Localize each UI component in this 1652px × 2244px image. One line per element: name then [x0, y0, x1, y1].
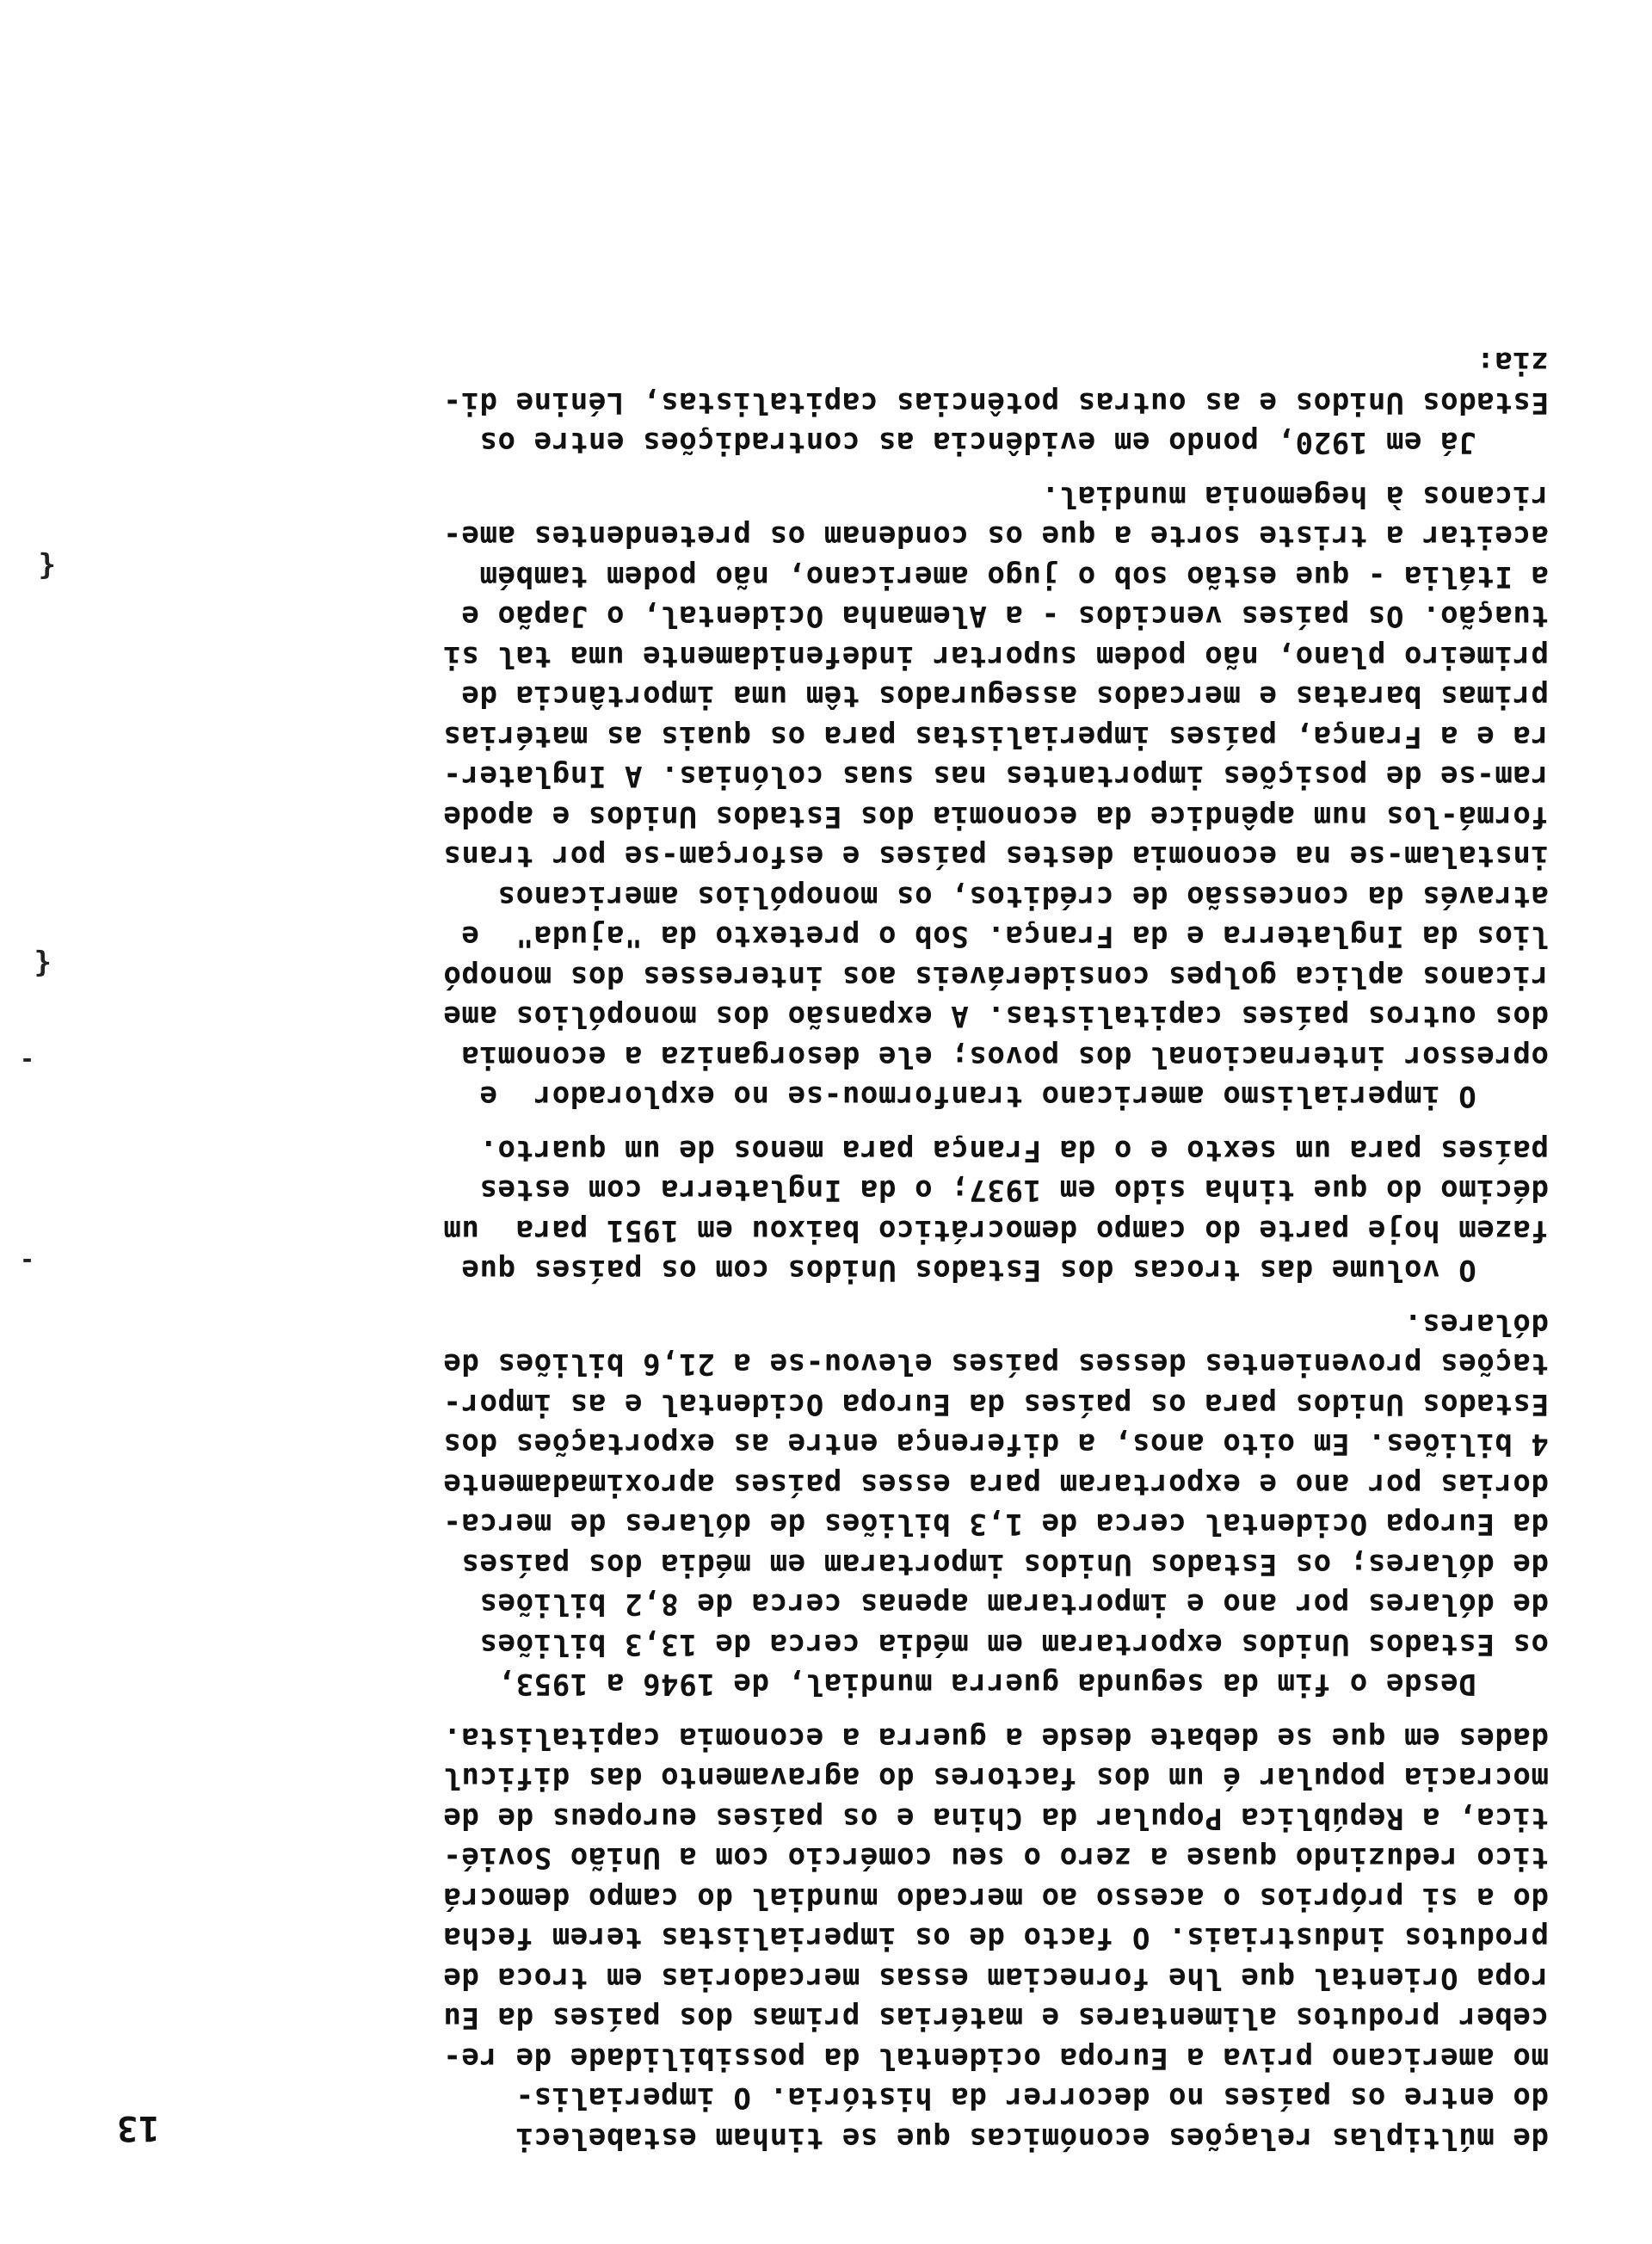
paragraph	[120, 1718, 1549, 2159]
text-line: a Itália - que estão sob o jugo americano, não podem também	[478, 559, 1549, 594]
margin-dash-mark: -	[20, 1248, 34, 1276]
text-line: ricanos à hegemonia mundial.	[1041, 479, 1549, 514]
text-line: dos outros países capitalistas. A expansão dos monopólios ame	[442, 999, 1549, 1034]
text-line: opressor internacional dos povos; ele desorganiza a economia	[460, 1039, 1549, 1074]
text-line: Já em 1920, pondo em evidência as contradições entre os	[478, 425, 1549, 460]
text-line: mo americano priva a Europa ocidental da possibilidade de re-	[442, 2041, 1549, 2075]
text-line: O volume das trocas dos Estados Unidos com os países que	[460, 1253, 1549, 1288]
text-line: tações provenientes desses países elevou-se a 21,6 biliões de	[442, 1347, 1549, 1382]
text-line: 4 biliões. Em oito anos, a diferença entre as exportações dos	[442, 1427, 1549, 1462]
text-line: ra e a França, países imperialistas para os quais as matérias	[442, 719, 1549, 754]
margin-dash-mark: -	[20, 1047, 34, 1076]
document-body	[120, 342, 1549, 2158]
text-line: mocracia popular é um dos factores do agravamento das dificul	[442, 1760, 1549, 1796]
text-line: O imperialismo americano tranformou-se no explorador e	[478, 1079, 1549, 1114]
text-line: décimo do que tinha sido em 1937; o da Inglaterra com estes	[478, 1173, 1549, 1208]
paragraph-gap	[120, 1705, 1549, 1718]
text-line: ceber produtos alimentares e matérias primas dos países da Eu	[442, 2000, 1549, 2036]
text-line: primeiro plano, não podem suportar indefenidamente uma tal si	[442, 639, 1549, 674]
text-line: de dólares; os Estados Unidos importaram em média dos países	[460, 1547, 1549, 1581]
text-line: da Europa Ocidental cerca de 1,3 biliões de dólares de merca-	[442, 1507, 1549, 1542]
text-line: através da concessão de créditos, os monopólios americanos	[496, 879, 1549, 914]
text-line: ropa Oriental que lhe forneciam essas mercadorias em troca de	[442, 1961, 1549, 1995]
text-line: dólares.	[1403, 1307, 1549, 1341]
text-line: aceitar a triste sorte a que os condenam os pretendentes ame-	[442, 519, 1549, 554]
page-number: 13	[116, 2108, 160, 2148]
paragraph	[120, 1131, 1549, 1291]
paragraph	[120, 342, 1549, 463]
margin-bracket-mark: {	[38, 549, 56, 583]
text-line: ram-se de posições importantes nas suas colónias. A Inglater-	[442, 759, 1549, 794]
text-line: Estados Unidos para os países da Europa Ocidental e as impor-	[442, 1387, 1549, 1421]
text-line: do entre os países no decorrer da história. O imperialis-	[515, 2081, 1549, 2116]
text-line: Estados Unidos e as outras potências capitalistas, Lénine di-	[442, 385, 1549, 420]
paragraph	[120, 1304, 1549, 1705]
text-line: dades em que se debate desde a guerra a economia capitalista.	[442, 1721, 1549, 1755]
text-line: fazem hoje parte do campo democrático baixou em 1951 para um	[442, 1213, 1549, 1248]
text-line: os Estados Unidos exportaram em média cerca de 13,3 biliões	[478, 1627, 1549, 1661]
paragraph-gap	[120, 1291, 1549, 1304]
text-line: primas baratas e mercados assegurados têm uma importância de	[460, 679, 1549, 714]
margin-bracket-mark: {	[34, 946, 52, 981]
paragraph-gap	[120, 1117, 1549, 1131]
text-line: ricanos aplica golpes consideráveis aos interesses dos monopó	[442, 959, 1549, 994]
paragraph	[120, 477, 1549, 1117]
text-line: tico reduzindo quase a zero o seu comércio com a União Sovié-	[442, 1840, 1549, 1876]
text-line: de múltiplas relações económicas que se tinham estabeleci	[515, 2121, 1549, 2155]
text-line: produtos industriais. O facto de os imperialistas terem fecha	[442, 1920, 1549, 1956]
text-line: Desde o fim da segunda guerra mundial, de 1946 a 1953,	[496, 1667, 1549, 1702]
text-line: de dólares por ano e importaram apenas cerca de 8,2 biliões	[478, 1587, 1549, 1622]
text-line: tica, a República Popular da China e os países europeus de de	[442, 1801, 1549, 1835]
text-line: instalam-se na economia destes países e esforçam-se por trans	[442, 839, 1549, 874]
text-line: formá-los num apêndice da economia dos Estados Unidos e apode	[442, 799, 1549, 834]
paragraph-gap	[120, 463, 1549, 477]
text-line: lios da Inglaterra e da França. Sob o pretexto da "ajuda" e	[460, 919, 1549, 954]
text-line: dorias por ano e exportaram para esses países aproximadamente	[442, 1467, 1549, 1501]
text-line: tuação. Os países vencidos - a Alemanha Ocidental, o Japão e	[460, 599, 1549, 634]
text-line: países para um sexto e o da França para menos de um quarto.	[478, 1133, 1549, 1168]
text-line: zia:	[1476, 345, 1549, 380]
text-line: do a si próprios o acesso ao mercado mundial do campo democrá	[442, 1881, 1549, 1915]
